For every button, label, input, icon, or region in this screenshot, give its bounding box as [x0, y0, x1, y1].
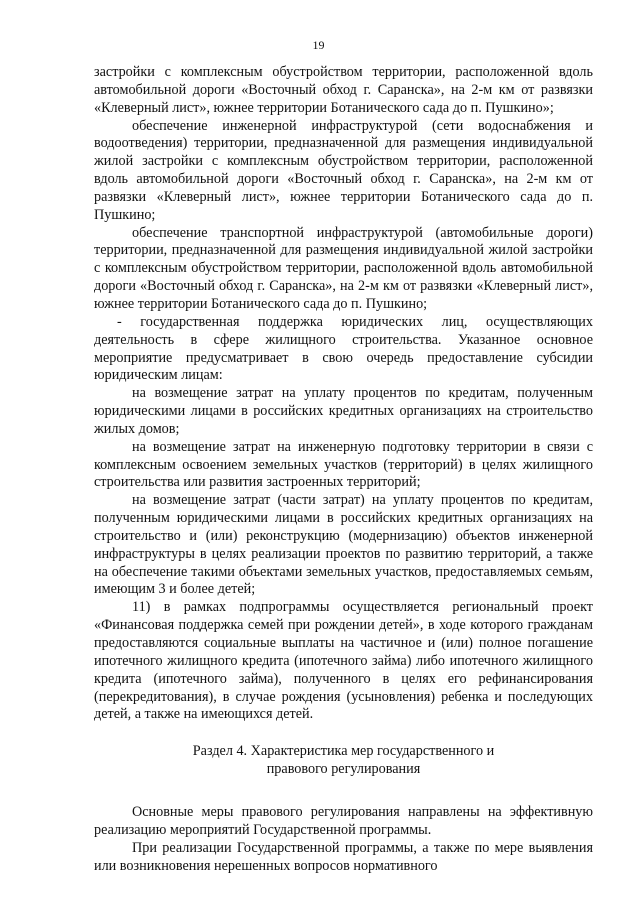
- paragraph: обеспечение транспортной инфраструктурой (автомобильные дороги) территории, предназначенной для размещения индивидуальной жилой застройки с комплексным обустройством территории, расположенной вдоль автомобильной дороги «Восточный обход г. Саранска», на 2-м км от развязки «Клеверный лист», южнее территории Ботанического сада до п. Пушкино;: [94, 224, 593, 312]
- page-number: 19: [312, 38, 325, 52]
- paragraph: Основные меры правового регулирования направлены на эффективную реализацию мероприятий Государственной программы.: [94, 804, 593, 839]
- paragraph: на возмещение затрат (части затрат) на уплату процентов по кредитам, полученным юридическими лицами в российских кредитных организациях на строительство и (или) реконструкцию (модернизацию) объектов инженерной инфраструктуры в целях реализации проектов по развитию территорий, а также на обеспечение такими объектами земельных участков, предоставляемых семьям, имеющим 3 и более детей;: [94, 492, 593, 598]
- section-heading-line: Раздел 4. Характеристика мер государственного и: [192, 743, 495, 760]
- paragraph: - государственная поддержка юридических лиц, осуществляющих деятельность в сфере жилищного строительства. Указанное основное мероприятие предусматривает в свою очередь предоставление субсидии юридическим лицам:: [94, 313, 593, 384]
- document-body: [94, 64, 593, 876]
- paragraph: на возмещение затрат на уплату процентов по кредитам, полученным юридическими лицами в российских кредитных организациях на строительство жилых домов;: [94, 385, 593, 437]
- paragraph: обеспечение инженерной инфраструктурой (сети водоснабжения и водоотведения) территории, предназначенной для размещения индивидуальной жилой застройки с комплексным обустройством территории, расположенной вдоль автомобильной дороги «Восточный обход г. Саранска», на 2-м км от развязки «Клеверный лист», южнее территории Ботанического сада до п. Пушкино;: [94, 117, 593, 223]
- paragraph: на возмещение затрат на инженерную подготовку территории в связи с комплексным освоением земельных участков (территорий) в целях жилищного строительства или развития застроенных территорий;: [94, 438, 593, 491]
- paragraph: При реализации Государственной программы, а также по мере выявления или возникновения нерешенных вопросов нормативного: [94, 839, 593, 874]
- section-heading-line: правового регулирования: [266, 761, 421, 778]
- section-heading: [94, 742, 593, 778]
- paragraph: 11) в рамках подпрограммы осуществляется региональный проект «Финансовая поддержка семей при рождении детей», в ходе которого гражданам предоставляются социальные выплаты на частичное и (или) полное погашение ипотечного жилищного кредита (ипотечного займа) либо ипотечного жилищного кредита (ипотечного займа), полученного в целях его рефинансирования (перекредитования), в случае рождения (усыновления) ребенка и последующих детей, а также на имеющихся детей.: [94, 599, 593, 723]
- paragraph: застройки с комплексным обустройством территории, расположенной вдоль автомобильной дороги «Восточный обход г. Саранска», на 2-м км от развязки «Клеверный лист», южнее территории Ботанического сада до п. Пушкино»;: [94, 64, 593, 116]
